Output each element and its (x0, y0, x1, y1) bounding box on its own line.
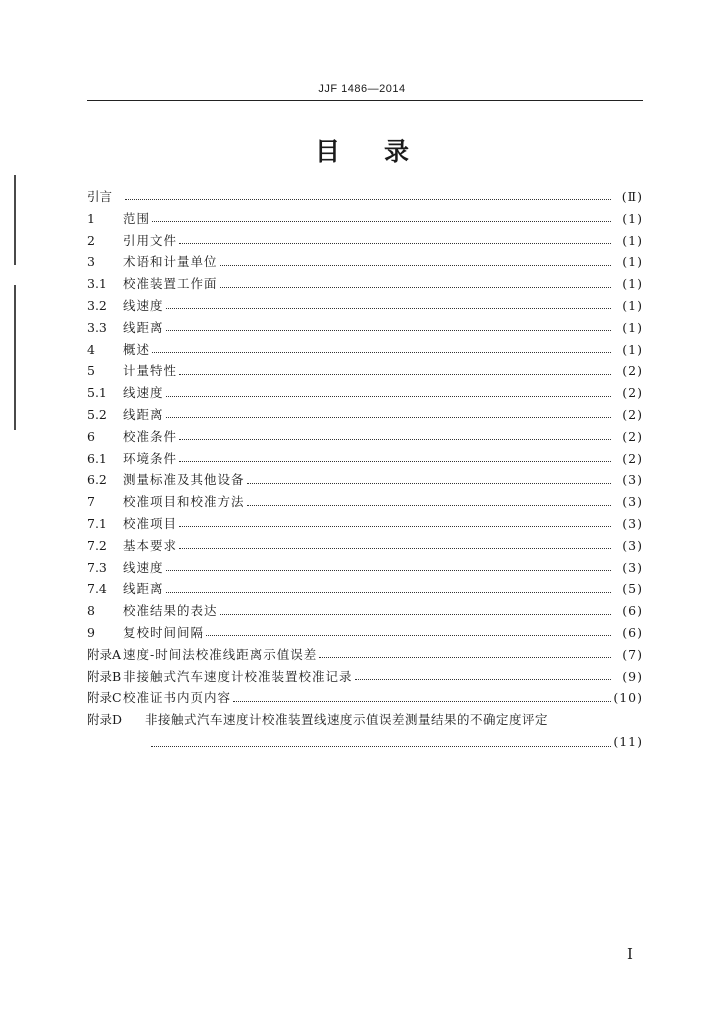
toc-entry[interactable] (87, 513, 643, 535)
toc-entry-label: 线速度 (123, 559, 164, 575)
toc-entry-label: 术语和计量单位 (123, 254, 218, 270)
toc-entry-page: (6) (622, 603, 643, 619)
toc-entry-number: 4 (87, 341, 95, 357)
toc-entry[interactable] (87, 360, 643, 382)
toc-entry-number: 1 (87, 210, 95, 226)
toc-entry-label: 范围 (123, 210, 151, 226)
toc-entry[interactable] (87, 644, 643, 666)
toc-entry-page: (1) (622, 319, 643, 335)
toc-entry[interactable] (87, 251, 643, 273)
toc-entry[interactable] (87, 448, 643, 470)
toc-entry-label: 校准项目 (123, 515, 178, 531)
toc-entry-number: 7.3 (87, 559, 107, 575)
toc-entry[interactable] (87, 208, 643, 230)
toc-entry-label: 引用文件 (123, 232, 178, 248)
toc-entry-number: 7.4 (87, 581, 107, 597)
toc-leader-dots (206, 635, 611, 636)
page-title: 目录 (314, 137, 453, 166)
scan-edge-line-2 (14, 285, 16, 430)
toc-entry-number: 7.2 (87, 537, 107, 553)
toc-entry-number: 附录D (87, 712, 123, 728)
toc-leader-dots (151, 746, 611, 747)
toc-entry[interactable] (87, 186, 643, 208)
toc-entry-label: 复校时间间隔 (123, 624, 205, 640)
toc-entry[interactable] (87, 622, 643, 644)
toc-entry-label: 概述 (123, 341, 151, 357)
toc-entry[interactable] (87, 295, 643, 317)
toc-entry[interactable] (87, 491, 643, 513)
toc-entry-page: (2) (622, 428, 643, 444)
page-number: I (627, 945, 633, 963)
toc-leader-dots (166, 330, 611, 331)
toc-entry-page: (5) (622, 581, 643, 597)
toc-entry[interactable] (87, 317, 643, 339)
toc-entry-appendix-d-continuation (87, 731, 643, 755)
toc-entry-number: 6.1 (87, 450, 107, 466)
toc-entry[interactable] (87, 535, 643, 557)
toc-leader-dots (179, 461, 611, 462)
toc-entry-label: 线速度 (123, 385, 164, 401)
toc-entry-number: 3 (87, 254, 95, 270)
toc-entry-label: 校准项目和校准方法 (123, 494, 245, 510)
toc-entry-label: 校准证书内页内容 (123, 690, 232, 706)
toc-entry-page: (3) (622, 472, 643, 488)
toc-leader-dots (166, 417, 611, 418)
standard-code-header: JJF 1486—2014 (318, 83, 406, 95)
toc-entry[interactable] (87, 404, 643, 426)
toc-leader-dots (179, 526, 611, 527)
toc-entry-label: 校准结果的表达 (123, 603, 218, 619)
toc-entry[interactable] (87, 426, 643, 448)
toc-leader-dots (166, 396, 611, 397)
toc-entry[interactable] (87, 578, 643, 600)
toc-entry-page: (3) (622, 537, 643, 553)
toc-leader-dots (220, 614, 611, 615)
toc-entry[interactable] (87, 557, 643, 579)
toc-entry-number: 3.3 (87, 319, 107, 335)
toc-entry-number: 5.1 (87, 385, 107, 401)
toc-entry-page: (3) (622, 494, 643, 510)
toc-leader-dots (152, 221, 611, 222)
toc-leader-dots (166, 308, 611, 309)
toc-entry-label: 测量标准及其他设备 (123, 472, 245, 488)
toc-entry-number: 7 (87, 494, 95, 510)
toc-entry-page: (3) (622, 515, 643, 531)
toc-entry-page: (2) (622, 450, 643, 466)
toc-entry[interactable] (87, 666, 643, 688)
toc-entry-number: 5.2 (87, 406, 107, 422)
toc-leader-dots (179, 548, 611, 549)
toc-entry-page: (1) (622, 232, 643, 248)
table-of-contents (87, 186, 643, 755)
toc-entry-label: 环境条件 (123, 450, 178, 466)
toc-entry-number: 5 (87, 363, 95, 379)
toc-entry-label: 线距离 (123, 581, 164, 597)
toc-entry-page: (1) (622, 297, 643, 313)
toc-entry-page: (10) (613, 690, 643, 706)
toc-leader-dots (179, 374, 611, 375)
toc-entry-page: (11) (613, 734, 643, 750)
toc-entry-number: 8 (87, 603, 95, 619)
toc-entry-page: (3) (622, 559, 643, 575)
toc-entry[interactable] (87, 382, 643, 404)
toc-entry-number: 6.2 (87, 472, 107, 488)
toc-entry-number: 引言 (87, 189, 113, 204)
toc-entry-appendix-d[interactable] (87, 709, 643, 731)
toc-entry-label: 线距离 (123, 406, 164, 422)
toc-leader-dots (247, 483, 611, 484)
toc-entry[interactable] (87, 687, 643, 709)
toc-leader-dots (319, 657, 611, 658)
toc-entry-page: (2) (622, 363, 643, 379)
toc-leader-dots (179, 243, 611, 244)
toc-leader-dots (179, 439, 611, 440)
toc-entry-number: 6 (87, 428, 95, 444)
toc-leader-dots (355, 679, 611, 680)
toc-entry-number: 附录A (87, 646, 122, 662)
toc-entry[interactable] (87, 230, 643, 252)
toc-entry-page: (9) (622, 668, 643, 684)
toc-entry-label: 校准装置工作面 (123, 276, 218, 292)
toc-entry-page: (1) (622, 341, 643, 357)
toc-leader-dots (166, 570, 611, 571)
toc-entry[interactable] (87, 600, 643, 622)
header-rule (87, 100, 643, 101)
toc-entry-page: (7) (622, 646, 643, 662)
toc-leader-dots (166, 592, 611, 593)
toc-entry-page: (Ⅱ) (621, 189, 643, 204)
toc-entry-number: 附录C (87, 690, 122, 706)
toc-entry-number: 附录B (87, 668, 122, 684)
toc-entry-number: 9 (87, 624, 95, 640)
toc-entry-number: 3.1 (87, 276, 107, 292)
toc-entry-page: (1) (622, 254, 643, 270)
toc-entry[interactable] (87, 469, 643, 491)
toc-entry-page: (1) (622, 276, 643, 292)
toc-entry-label: 校准条件 (123, 428, 178, 444)
toc-entry-label: 非接触式汽车速度计校准装置线速度示值误差测量结果的不确定度评定 (145, 712, 549, 728)
toc-entry-label: 计量特性 (123, 363, 178, 379)
toc-entry-label: 线速度 (123, 297, 164, 313)
scan-edge-line-1 (14, 175, 16, 265)
toc-entry[interactable] (87, 339, 643, 361)
toc-leader-dots (247, 505, 611, 506)
toc-entry-page: (2) (622, 406, 643, 422)
toc-entry-page: (6) (622, 624, 643, 640)
toc-leader-dots (152, 352, 611, 353)
toc-leader-dots (220, 265, 611, 266)
toc-leader-dots (125, 199, 611, 200)
toc-entry-number: 3.2 (87, 297, 107, 313)
toc-leader-dots (233, 701, 611, 702)
toc-entry-number: 7.1 (87, 515, 107, 531)
toc-entry-label: 速度-时间法校准线距离示值误差 (123, 646, 318, 662)
toc-entry-label: 线距离 (123, 319, 164, 335)
toc-entry-label: 基本要求 (123, 537, 178, 553)
toc-leader-dots (220, 287, 611, 288)
toc-entry-number: 2 (87, 232, 95, 248)
toc-entry[interactable] (87, 273, 643, 295)
toc-entry-label: 非接触式汽车速度计校准装置校准记录 (123, 668, 353, 684)
toc-entry-page: (1) (622, 210, 643, 226)
toc-entry-page: (2) (622, 385, 643, 401)
